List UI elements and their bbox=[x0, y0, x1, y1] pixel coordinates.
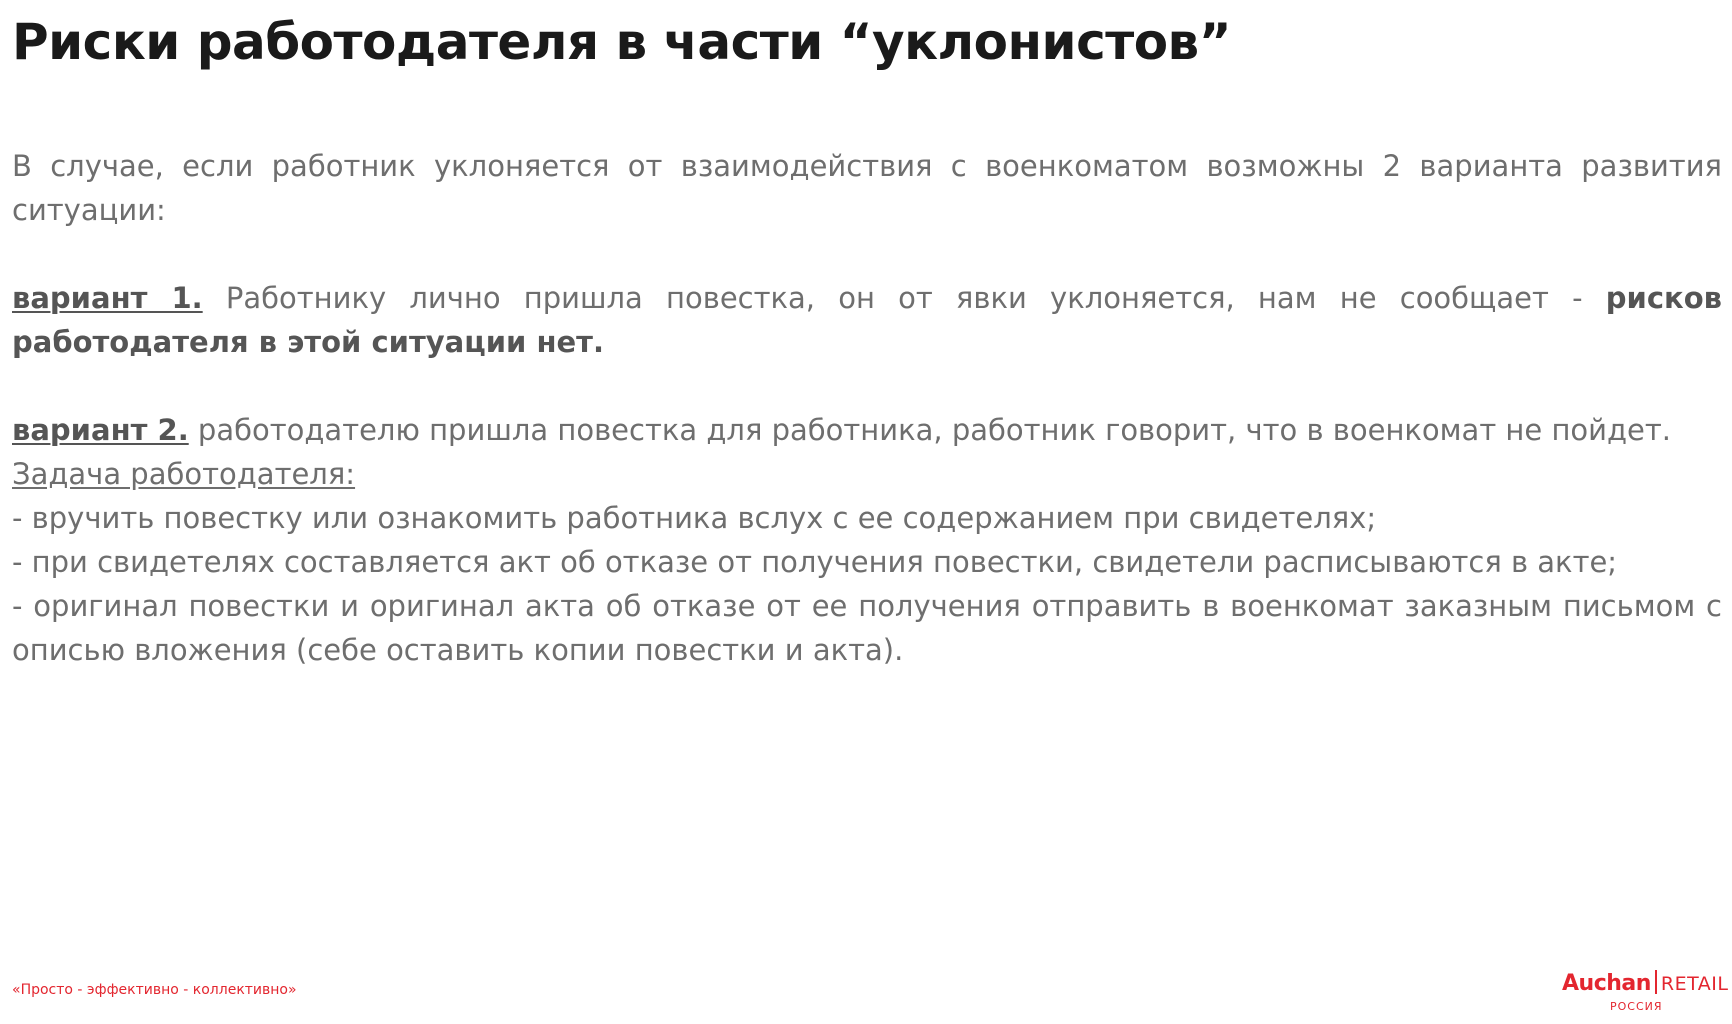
logo-country: РОССИЯ bbox=[1610, 1000, 1663, 1013]
logo-main bbox=[1562, 970, 1728, 998]
variant-1-text: Работнику лично пришла повестка, он от явки уклоняется, нам не сообщает - bbox=[202, 281, 1606, 315]
slide-body bbox=[12, 144, 1722, 672]
logo-retail: RETAIL bbox=[1660, 973, 1729, 995]
auchan-retail-logo bbox=[1562, 970, 1729, 1018]
variant-1-conclusion: рисков работодателя в этой ситуации нет. bbox=[12, 281, 1722, 359]
variant-2-label: вариант 2. bbox=[12, 413, 189, 447]
variant-1-label: вариант 1. bbox=[12, 281, 203, 315]
variant-2-text: работодателю пришла повестка для работника, работник говорит, что в военкомат не пойдет. bbox=[188, 413, 1672, 447]
logo-separator bbox=[1655, 970, 1657, 994]
footer-slogan: «Просто - эффективно - коллективно» bbox=[12, 982, 297, 998]
task-step: - оригинал повестки и оригинал акта об отказе от ее получения отправить в военкомат заказным письмом с описью вложения (себе оставить копии повестки и акта). bbox=[12, 589, 1722, 667]
task-step: - при свидетелях составляется акт об отказе от получения повестки, свидетели расписываются в акте; bbox=[12, 545, 1618, 579]
task-label: Задача работодателя: bbox=[12, 457, 356, 491]
variant-1-paragraph bbox=[12, 276, 1722, 364]
slide-title: Риски работодателя в части “уклонистов” bbox=[12, 13, 1232, 71]
variant-2-paragraph bbox=[12, 408, 1722, 452]
intro-paragraph: В случае, если работник уклоняется от взаимодействия с военкоматом возможны 2 варианта развития ситуации: bbox=[12, 149, 1722, 227]
spacer bbox=[12, 232, 1722, 276]
task-step: - вручить повестку или ознакомить работника вслух с ее содержанием при свидетелях; bbox=[12, 501, 1377, 535]
task-label-line bbox=[12, 452, 1722, 496]
logo-brand: Auchan bbox=[1562, 971, 1651, 996]
spacer bbox=[12, 364, 1722, 408]
